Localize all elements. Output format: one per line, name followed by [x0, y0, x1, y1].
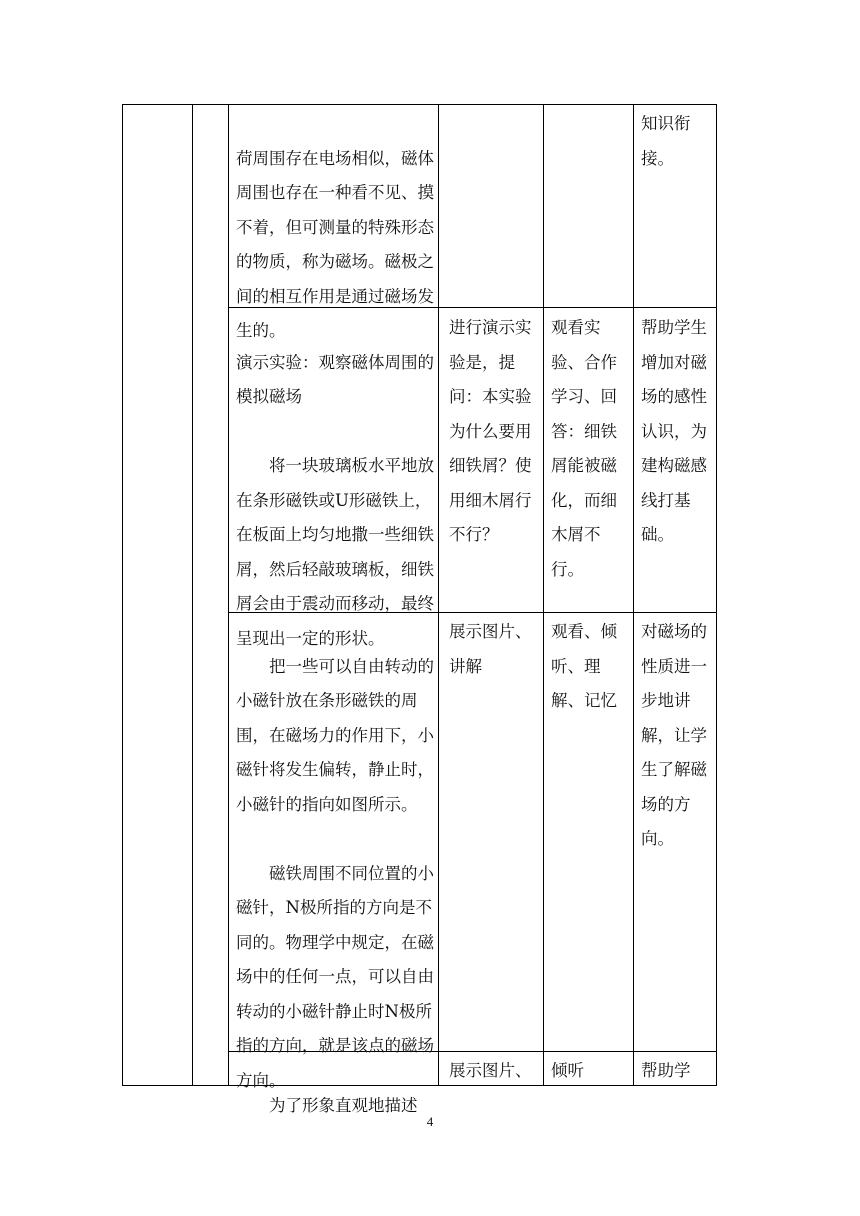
content-paragraph: 为了形象直观地描述: [269, 1095, 418, 1115]
student-activity-cell: 观看、倾听、理解、记忆: [551, 622, 617, 710]
page-number: 4: [426, 1114, 434, 1129]
intent-cell: 帮助学: [641, 1061, 691, 1080]
content-paragraph: 磁铁周围不同位置的小磁针，N极所指的方向是不同的。物理学中规定，在磁场中的任何一点，可以自由转动的小磁针静止时N极所指的方向，就是该点的磁场方向。: [236, 863, 434, 1090]
teacher-activity-cell: 进行演示实验是，提问：本实验为什么要用细铁屑？使用细木屑行不行？: [449, 318, 532, 544]
content-cell: [236, 1054, 434, 1115]
column-divider: [228, 105, 229, 1085]
column-divider: [633, 105, 634, 1085]
content-cell: [236, 107, 434, 340]
intent-cell: 知识衔接。: [641, 114, 691, 168]
content-paragraph: 把一些可以自由转动的小磁针放在条形磁铁的周围，在磁场力的作用下，小磁针将发生偏转，静止时，小磁针的指向如图所示。: [236, 656, 434, 814]
student-activity-cell: 倾听: [551, 1061, 584, 1080]
teacher-activity-cell: 展示图片、: [449, 1061, 532, 1080]
column-divider: [543, 105, 544, 1085]
content-cell: [236, 615, 434, 1090]
content-paragraph: 将一块玻璃板水平地放在条形磁铁或U形磁铁上，在板面上均匀地撒一些细铁屑，然后轻敲玻璃板，细铁屑会由于震动而移动，最终呈现出一定的形状。: [236, 456, 434, 648]
content-paragraph: 演示实验：观察磁体周围的模拟磁场: [236, 352, 434, 406]
lesson-table: [122, 104, 717, 1115]
column-divider: [438, 105, 439, 1085]
student-activity-cell: 观看实验、合作学习、回答：细铁屑能被磁化，而细木屑不行。: [551, 318, 617, 579]
content-paragraph: 荷周围存在电场相似，磁体周围也存在一种看不见、摸不着，但可测量的特殊形态的物质，称为磁场。磁极之间的相互作用是通过磁场发生的。: [236, 148, 434, 340]
intent-cell: 对磁场的性质进一步地讲解，让学生了解磁场的方向。: [641, 622, 707, 848]
content-cell: [236, 311, 434, 648]
intent-cell: 帮助学生增加对磁场的感性认识，为建构磁感线打基础。: [641, 318, 707, 544]
column-divider: [192, 105, 193, 1085]
teacher-activity-cell: 展示图片、讲解: [449, 622, 532, 676]
